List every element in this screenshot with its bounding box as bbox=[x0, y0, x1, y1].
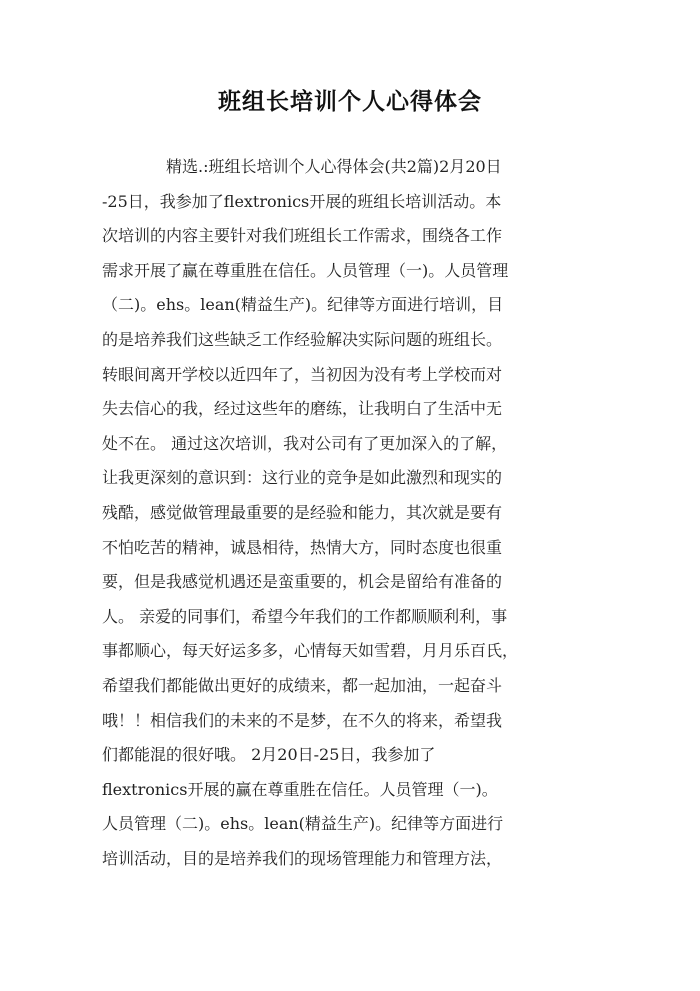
body-line: 要，但是我感觉机遇还是蛮重要的，机会是留给有准备的 bbox=[102, 572, 503, 592]
body-line: 失去信心的我，经过这些年的磨练，让我明白了生活中无 bbox=[102, 399, 503, 419]
body-line: flextronics开展的赢在尊重胜在信任。人员管理（一)。 bbox=[102, 779, 498, 799]
body-line: 处不在。 通过这次培训，我对公司有了更加深入的了解， bbox=[102, 433, 508, 453]
body-line: 不怕吃苦的精神，诚恳相待，热情大方，同时态度也很重 bbox=[102, 537, 503, 557]
body-line: -25日，我参加了flextronics开展的班组长培训活动。本 bbox=[102, 191, 502, 211]
document-title: 班组长培训个人心得体会 bbox=[218, 89, 482, 115]
body-line: 的是培养我们这些缺乏工作经验解决实际问题的班组长。 bbox=[102, 329, 503, 349]
body-line: 次培训的内容主要针对我们班组长工作需求，围绕各工作 bbox=[102, 226, 503, 246]
body-line: 培训活动，目的是培养我们的现场管理能力和管理方法， bbox=[102, 848, 503, 868]
document-body bbox=[102, 150, 602, 876]
body-line: 需求开展了赢在尊重胜在信任。人员管理（一)。人员管理 bbox=[102, 260, 509, 280]
body-line: 让我更深刻的意识到：这行业的竞争是如此激烈和现实的 bbox=[102, 468, 503, 488]
body-line: 转眼间离开学校以近四年了，当初因为没有考上学校而对 bbox=[102, 364, 503, 384]
body-line: 精选.:班组长培训个人心得体会(共2篇)2月20日 bbox=[166, 157, 502, 176]
body-line: 哦！！相信我们的未来的不是梦，在不久的将来，希望我 bbox=[102, 710, 503, 730]
body-line: 们都能混的很好哦。 2月20日-25日，我参加了 bbox=[102, 745, 436, 765]
body-line: 希望我们都能做出更好的成绩来，都一起加油，一起奋斗 bbox=[102, 675, 503, 695]
body-line: 事都顺心，每天好运多多，心情每天如雪碧，月月乐百氏， bbox=[102, 641, 519, 661]
body-line: 残酷，感觉做管理最重要的是经验和能力，其次就是要有 bbox=[102, 502, 503, 522]
body-line: 人员管理（二)。ehs。lean(精益生产)。纪律等方面进行 bbox=[102, 814, 504, 834]
body-line: 人。 亲爱的同事们，希望今年我们的工作都顺顺利利，事 bbox=[102, 606, 508, 626]
body-line: （二)。ehs。lean(精益生产)。纪律等方面进行培训，目 bbox=[102, 295, 504, 315]
